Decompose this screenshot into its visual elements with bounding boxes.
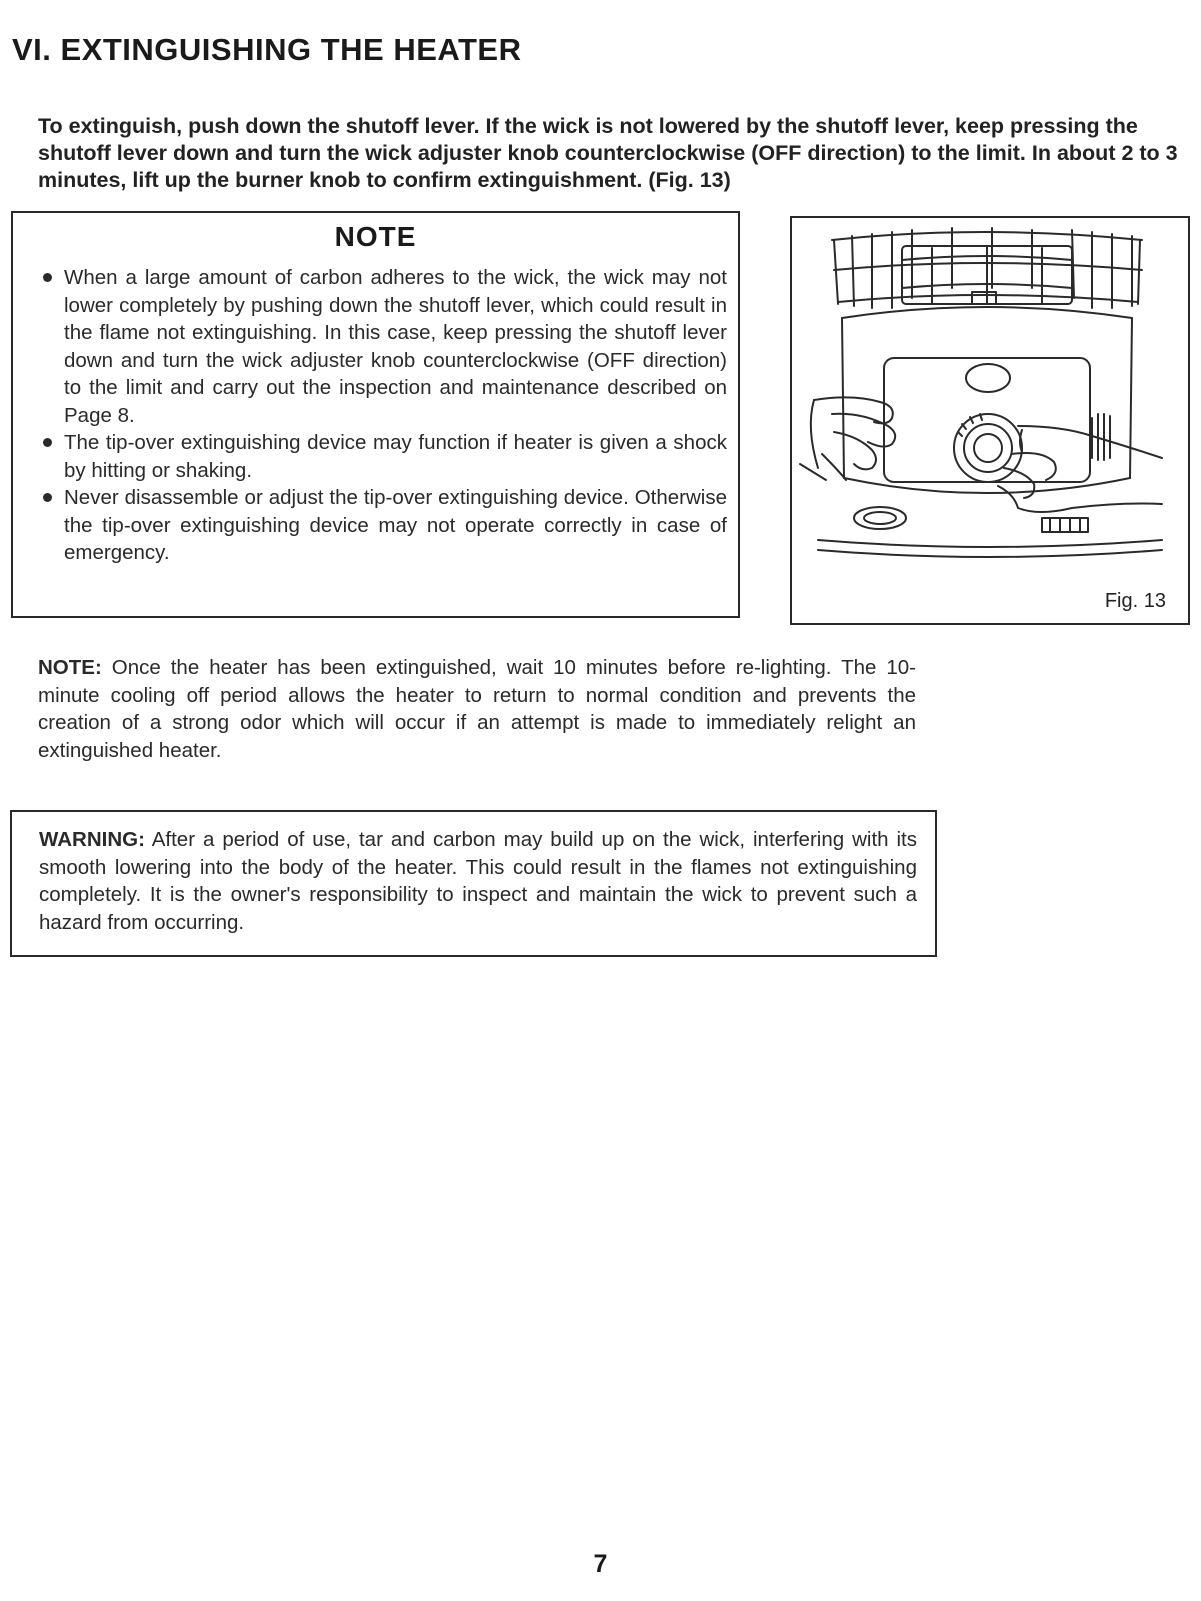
warning-label: WARNING: <box>39 828 145 851</box>
note-item <box>39 429 727 484</box>
note-heading: NOTE <box>334 221 417 252</box>
warning-box <box>10 810 937 957</box>
note-item <box>39 264 727 429</box>
note-list <box>39 264 727 567</box>
figure-caption: Fig. 13 <box>1104 590 1166 612</box>
bullet-icon <box>39 264 64 429</box>
heater-illustration <box>792 218 1188 623</box>
page-number: 7 <box>593 1550 608 1578</box>
warning-text: After a period of use, tar and carbon may build up on the wick, interfering with its smooth lowering into the body of the heater. This could result in the flames not extinguishing completely. It is the owner's responsibility to inspect and maintain the wick to prevent such a hazard from occurring. <box>39 828 917 934</box>
note-item <box>39 484 727 567</box>
note-box <box>11 211 740 618</box>
note-item-text: The tip-over extinguishing device may function if heater is given a shock by hitting or shaking. <box>64 431 727 482</box>
figure-13 <box>790 216 1190 625</box>
right-hand <box>998 426 1162 512</box>
left-hand <box>800 397 895 480</box>
intro-paragraph: To extinguish, push down the shutoff lever. If the wick is not lowered by the shutoff lever, keep pressing the shutoff lever down and turn the wick adjuster knob counterclockwise (OFF direction) to the limit. In about 2 to 3 minutes, lift up the burner knob to confirm extinguishment. (Fig. 13) <box>38 114 1178 192</box>
wick-adjuster-knob <box>954 414 1022 482</box>
warning-paragraph <box>39 826 917 936</box>
heater-base <box>818 507 1162 557</box>
note-label: NOTE: <box>38 656 102 679</box>
note-text: Once the heater has been extinguished, wait 10 minutes before re-lighting. The 10-minute cooling off period allows the heater to return to normal condition and prevents the creation of a strong odor which will occur if an attempt is made to immediately relight an extinguished heater. <box>38 656 916 762</box>
note-item-text: Never disassemble or adjust the tip-over extinguishing device. Otherwise the tip-over extinguishing device may not operate correctly in case of emergency. <box>64 486 727 564</box>
heater-body <box>842 307 1132 493</box>
section-title: VI. EXTINGUISHING THE HEATER <box>12 32 522 67</box>
bullet-icon <box>39 429 64 484</box>
bullet-icon <box>39 484 64 567</box>
note-item-text: When a large amount of carbon adheres to the wick, the wick may not lower completely by pushing down the shutoff lever, which could result in the flame not extinguishing. In this case, keep pressing the shutoff lever down and turn the wick adjuster knob counterclockwise (OFF direction) to the limit and carry out the inspection and maintenance described on Page 8. <box>64 266 727 427</box>
cooling-note <box>38 654 916 764</box>
